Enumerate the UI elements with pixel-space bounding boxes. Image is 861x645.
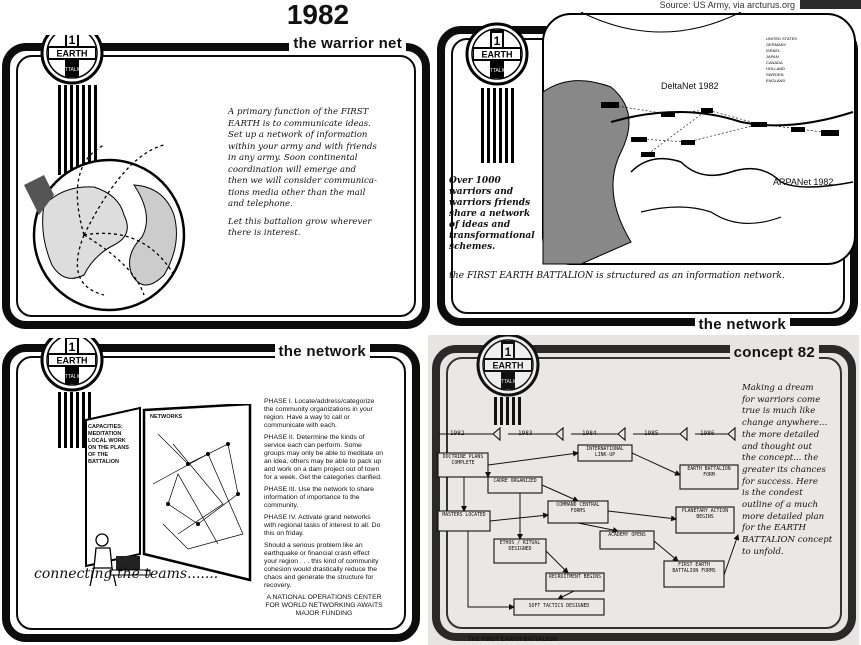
handwritten-line: within your army and with friends	[228, 141, 377, 152]
timeline-year: 1984	[582, 430, 597, 437]
handwritten-line: in any army. Soon continental	[228, 153, 358, 163]
network-handwritten-bottom: the FIRST EARTH BATTALION is structured as an information network.	[449, 270, 785, 281]
concept-handwritten-text	[742, 383, 854, 559]
logo-bottom-text: BATTALION	[494, 379, 522, 385]
flow-box: INTERNATIONAL LINK-UP	[586, 447, 624, 458]
panel-concept-82	[428, 335, 859, 645]
closing-line: A NATIONAL OPERATIONS CENTER	[266, 594, 382, 601]
handwritten-line: to unfold.	[742, 546, 784, 557]
page-title: 1982	[286, 0, 350, 30]
handwritten-line: Over 1000	[449, 176, 501, 186]
panel-connecting-teams	[2, 338, 422, 643]
concept-footer: THE FIRST EARTH BATTALION	[468, 637, 557, 643]
earth-battalion-logo	[40, 35, 104, 85]
warrior-net-handwritten-text	[228, 107, 418, 240]
handwritten-line: warriors friends	[449, 198, 531, 208]
svg-text:1: 1	[493, 34, 501, 48]
timeline-year: 1986	[700, 430, 715, 437]
svg-text:1: 1	[68, 33, 76, 47]
handwritten-line: Set up a network of information	[228, 130, 368, 140]
flow-box: ACADEMY OPENS	[608, 533, 646, 538]
handwritten-line: tions media other than the mail	[228, 187, 366, 198]
flow-box: ETHOS / RITUAL DESIGNED	[499, 541, 541, 552]
handwritten-line: for the EARTH	[742, 523, 807, 534]
handwritten-line: for warriors come	[742, 394, 821, 405]
svg-text:SWEDEN: SWEDEN	[766, 72, 784, 77]
connecting-teams-caption: connecting the teams.......	[34, 566, 219, 582]
logo-top-text: EARTH	[56, 48, 88, 59]
flow-box: SOFT TACTICS DESIGNED	[528, 604, 590, 609]
phase-paragraph: PHASE III. Use the network to share information of importance to the community.	[264, 486, 374, 509]
network-handwritten-left	[449, 176, 545, 253]
panel-header: the network	[275, 344, 370, 360]
arpanet-label: ARPANet 1982	[773, 177, 834, 187]
svg-text:1: 1	[504, 345, 512, 359]
handwritten-line: and telephone.	[228, 199, 293, 209]
logo-bottom-text: BATTALION	[58, 67, 86, 73]
deltanet-label: DeltaNet 1982	[661, 81, 719, 91]
svg-text:GERMANY: GERMANY	[766, 42, 787, 47]
phases-text	[264, 398, 384, 618]
handwritten-line: for success. Here	[742, 476, 818, 487]
earth-battalion-logo	[465, 22, 529, 86]
phase-paragraph: PHASE II. Determine the kinds of service each can perform. Some groups may only be able to meditate on an idea, others may be able to pack up and work on a dam project out of town for a week. Get the categories clarified.	[264, 434, 384, 481]
flow-box: PLANETARY ACTION BEGINS	[681, 509, 729, 520]
handwritten-line: share a network	[449, 209, 531, 219]
handwritten-line: then we will consider communica-	[228, 176, 377, 186]
flow-box: FIRST EARTH BATTALION FORMS	[672, 563, 716, 574]
globe-network-illustration	[24, 125, 194, 315]
phase-paragraph: Should a serious problem like an earthquake or financial crash effect your region . . . this kind of community cohesion would drastically reduce the chaos and generate the structure for recovery.	[264, 542, 379, 589]
flow-box: MASTERS LOCATED	[442, 513, 486, 518]
handwritten-line: EARTH is to communicate ideas.	[228, 118, 371, 129]
network-map-illustration	[541, 12, 857, 266]
handwritten-line: A primary function of the FIRST	[228, 107, 369, 117]
flow-box: EARTH BATTALION FORM	[687, 467, 731, 478]
panel-header: concept 82	[730, 345, 819, 361]
svg-text:UNITED STATES: UNITED STATES	[766, 36, 797, 41]
handwritten-line: the more detailed	[742, 429, 820, 440]
svg-text:ISRAEL: ISRAEL	[766, 48, 781, 53]
logo-top-text: EARTH	[56, 355, 88, 366]
timeline-year: 1985	[644, 430, 659, 437]
timeline-year: 1983	[518, 430, 533, 437]
board-left-text	[88, 424, 138, 466]
phase-paragraph: PHASE I. Locate/address/categorize the community organizations in your region. Have a way to call or communicate with each.	[264, 398, 375, 429]
svg-text:CANADA: CANADA	[766, 60, 783, 65]
handwritten-line: Let this battalion grow wherever	[228, 216, 372, 227]
handwritten-line: true is much like	[742, 406, 816, 417]
flow-box: DOCTRINE PLANS COMPLETE	[442, 455, 484, 466]
handwritten-line: of ideas and	[449, 220, 511, 230]
panel-header: the warrior net	[289, 36, 406, 52]
handwritten-line: BATTALION concept	[742, 535, 833, 546]
logo-bottom-text: BATTALION	[483, 68, 511, 74]
timeline-year: 1982	[450, 430, 465, 437]
handwritten-line: schemes.	[449, 242, 496, 252]
phase-paragraph: PHASE IV. Activate grand networks with regional tasks of interest to all. Do this on friday.	[264, 514, 381, 537]
svg-text:HOLLAND: HOLLAND	[766, 66, 785, 71]
svg-text:ENGLAND: ENGLAND	[766, 78, 786, 83]
flow-box: COMMAND CENTRAL FORMS	[556, 503, 600, 514]
board-left-line: LOCAL WORK	[88, 438, 126, 444]
handwritten-line: transformational	[449, 231, 535, 241]
handwritten-line: and thought out	[742, 441, 812, 452]
board-left-line: ON THE PLANS	[88, 445, 129, 451]
source-credit: Source: US Army, via arcturus.org	[659, 0, 795, 10]
svg-text:JAPAN: JAPAN	[766, 54, 779, 59]
handwritten-line: there is interest.	[228, 228, 301, 238]
corner-block	[800, 0, 861, 9]
handwritten-line: more detailed plan	[742, 511, 825, 522]
board-right-title: NETWORKS	[150, 414, 183, 420]
panel-network-map	[437, 12, 860, 332]
panel-header: the network	[695, 317, 790, 332]
logo-top-text: EARTH	[481, 49, 513, 60]
closing-line: MAJOR FUNDING	[295, 610, 353, 617]
handwritten-line: the concept... the	[742, 453, 819, 464]
board-left-line: OF THE	[88, 452, 109, 458]
board-left-title: CAPACITIES:	[88, 424, 123, 430]
panel-warrior-net	[2, 35, 432, 329]
board-left-line: BATTALION	[88, 459, 119, 465]
handwritten-line: Making a dream	[742, 383, 814, 393]
closing-line: FOR WORLD NETWORKING AWAITS	[265, 602, 383, 609]
handwritten-line: change anywhere...	[742, 418, 828, 429]
handwritten-line: is the condest	[742, 488, 803, 499]
handwritten-line: outline of a much	[742, 500, 818, 511]
logo-stripes	[477, 88, 527, 163]
logo-top-text: EARTH	[492, 360, 524, 371]
logo-bottom-text: BATTALION	[58, 374, 86, 380]
handwritten-line: warriors and	[449, 187, 514, 197]
flow-box: RECRUITMENT BEGINS	[549, 575, 601, 580]
earth-battalion-logo	[40, 338, 104, 392]
svg-text:1: 1	[68, 340, 76, 354]
handwritten-line: greater its chances	[742, 464, 826, 475]
handwritten-line: coordination will emerge and	[228, 164, 357, 175]
board-left-line: MEDITATION	[88, 431, 122, 437]
flow-box: CADRE ORGANIZED	[493, 479, 537, 484]
